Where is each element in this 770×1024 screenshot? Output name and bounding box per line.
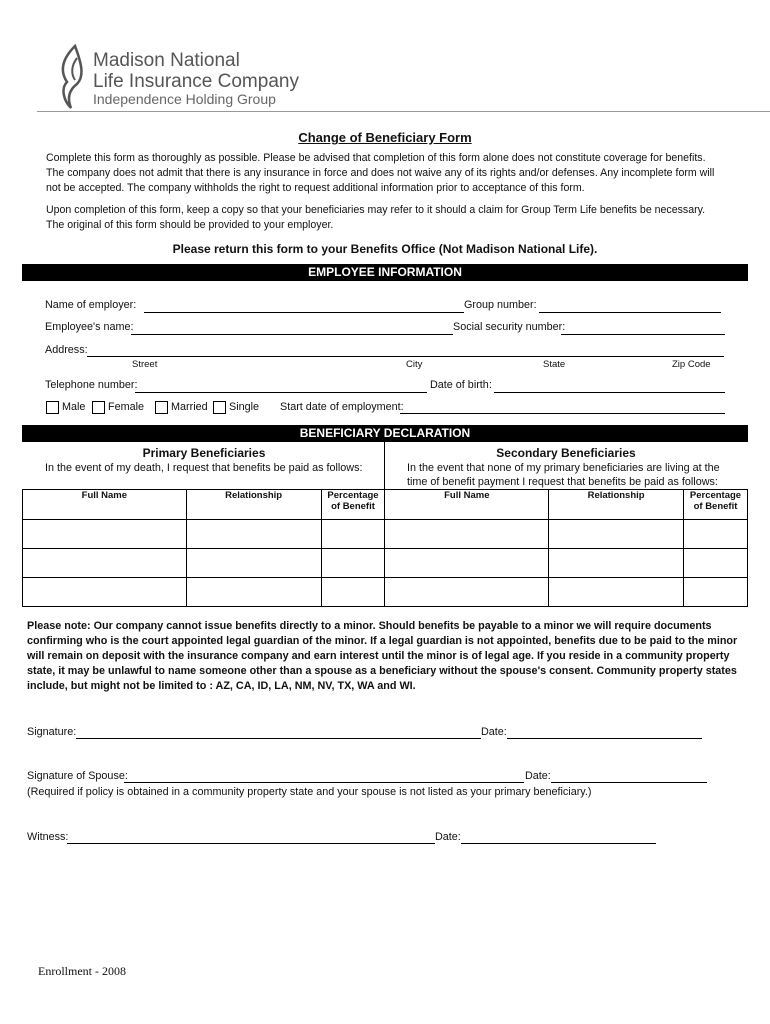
address-street-caption: Street (132, 359, 158, 370)
telephone-label: Telephone number: (45, 379, 138, 391)
secondary-beneficiaries-text-2: time of benefit payment I request that benefits be paid as follows: (407, 476, 718, 488)
table-row (23, 520, 748, 549)
ssn-label: Social security number: (453, 321, 566, 333)
form-title: Change of Beneficiary Form (298, 130, 472, 145)
company-name: Madison National Life Insurance Company (93, 50, 299, 92)
primary-name-cell[interactable] (23, 520, 187, 549)
employee-name-field[interactable] (131, 334, 453, 335)
address-zip-caption: Zip Code (672, 359, 711, 370)
signature-field[interactable] (76, 738, 481, 739)
spouse-signature-field[interactable] (124, 782, 524, 783)
telephone-field[interactable] (135, 392, 427, 393)
secondary-percentage-cell[interactable] (684, 520, 748, 549)
dob-label: Date of birth: (430, 379, 492, 391)
primary-percentage-cell[interactable] (321, 549, 385, 578)
flame-icon (55, 44, 91, 110)
secondary-relationship-cell[interactable] (549, 520, 684, 549)
table-header-row (23, 490, 748, 520)
employee-info-heading: EMPLOYEE INFORMATION (22, 264, 748, 281)
male-checkbox[interactable] (46, 401, 59, 414)
secondary-beneficiaries-text-1: In the event that none of my primary beneficiaries are living at the (407, 462, 720, 474)
signature-date-label: Date: (481, 726, 507, 738)
dob-field[interactable] (494, 392, 725, 393)
secondary-name-cell[interactable] (385, 578, 549, 607)
secondary-relationship-cell[interactable] (549, 549, 684, 578)
primary-col-percentage: Percentage of Benefit (321, 490, 385, 520)
signature-label: Signature: (27, 726, 77, 738)
primary-col-relationship: Relationship (186, 490, 321, 520)
witness-label: Witness: (27, 831, 69, 843)
primary-percentage-cell[interactable] (321, 578, 385, 607)
header-divider (37, 111, 770, 112)
secondary-name-cell[interactable] (385, 520, 549, 549)
company-parent: Independence Holding Group (93, 91, 276, 107)
secondary-percentage-cell[interactable] (684, 549, 748, 578)
address-label: Address: (45, 344, 88, 356)
intro-paragraph-1: Complete this form as thoroughly as possible. Please be advised that completion of this form alone does not constitute coverage for benefits. The company does not admit that there is any insurance in force and does not waive any of its rights and/or defenses. Any incomplete form will not be accepted. The company withholds the right to request additional information prior to acceptance of this form. (46, 152, 715, 194)
employer-field[interactable] (144, 312, 464, 313)
primary-name-cell[interactable] (23, 549, 187, 578)
table-row (23, 549, 748, 578)
table-row (23, 578, 748, 607)
intro-paragraph-2: Upon completion of this form, keep a copy so that your beneficiaries may refer to it should a claim for Group Term Life benefits be necessary. The original of this form should be provided to your employer. (46, 204, 706, 231)
married-checkbox[interactable] (155, 401, 168, 414)
female-checkbox[interactable] (92, 401, 105, 414)
address-state-caption: State (543, 359, 566, 370)
secondary-col-percentage: Percentage of Benefit (684, 490, 748, 520)
footer-enrollment: Enrollment - 2008 (38, 964, 126, 978)
return-notice: Please return this form to your Benefits Office (Not Madison National Life). (172, 242, 598, 256)
spouse-signature-label: Signature of Spouse: (27, 770, 128, 782)
spouse-signature-note: (Required if policy is obtained in a community property state and your spouse is not listed as your primary beneficiary.) (27, 786, 592, 798)
start-date-label: Start date of employment: (280, 401, 404, 413)
address-field[interactable] (87, 356, 724, 357)
address-city-caption: City (406, 359, 423, 370)
primary-beneficiaries-title: Primary Beneficiaries (142, 446, 266, 460)
secondary-col-relationship: Relationship (549, 490, 684, 520)
single-label: Single (229, 401, 260, 413)
beneficiary-heading: BENEFICIARY DECLARATION (22, 425, 748, 442)
group-number-field[interactable] (539, 312, 721, 313)
primary-relationship-cell[interactable] (186, 549, 321, 578)
primary-relationship-cell[interactable] (186, 520, 321, 549)
married-label: Married (171, 401, 208, 413)
start-date-field[interactable] (400, 413, 725, 414)
witness-field[interactable] (67, 843, 435, 844)
secondary-beneficiaries-title: Secondary Beneficiaries (496, 446, 636, 460)
primary-percentage-cell[interactable] (321, 520, 385, 549)
male-label: Male (62, 401, 86, 413)
primary-col-full-name: Full Name (23, 490, 187, 520)
employee-name-label: Employee's name: (45, 321, 134, 333)
minor-beneficiary-note: Please note: Our company cannot issue benefits directly to a minor. Should benefits be payable to a minor we will require documents confirming who is the court appointed legal guardian of the minor. If a legal guardian is not appointed, benefits due to be paid to the minor will remain on deposit with the insurance company and earn interest until the minor is of legal age. If you reside in a community property state, it may be unlawful to name someone other than a spouse as a beneficiary without the spouse's consent. Community property states include, but might not be limited to : AZ, CA, ID, LA, NM, NV, TX, WA and WI. (27, 620, 738, 692)
company-logo (55, 44, 355, 114)
secondary-percentage-cell[interactable] (684, 578, 748, 607)
beneficiary-table (22, 489, 748, 607)
single-checkbox[interactable] (213, 401, 226, 414)
primary-beneficiaries-text: In the event of my death, I request that benefits be paid as follows: (45, 462, 363, 474)
employer-label: Name of employer: (45, 299, 137, 311)
group-number-label: Group number: (464, 299, 537, 311)
signature-date-field[interactable] (507, 738, 702, 739)
female-label: Female (108, 401, 145, 413)
spouse-date-label: Date: (525, 770, 551, 782)
witness-date-label: Date: (435, 831, 461, 843)
ssn-field[interactable] (561, 334, 725, 335)
secondary-col-full-name: Full Name (385, 490, 549, 520)
secondary-name-cell[interactable] (385, 549, 549, 578)
primary-relationship-cell[interactable] (186, 578, 321, 607)
primary-name-cell[interactable] (23, 578, 187, 607)
secondary-relationship-cell[interactable] (549, 578, 684, 607)
witness-date-field[interactable] (461, 843, 656, 844)
spouse-date-field[interactable] (551, 782, 707, 783)
